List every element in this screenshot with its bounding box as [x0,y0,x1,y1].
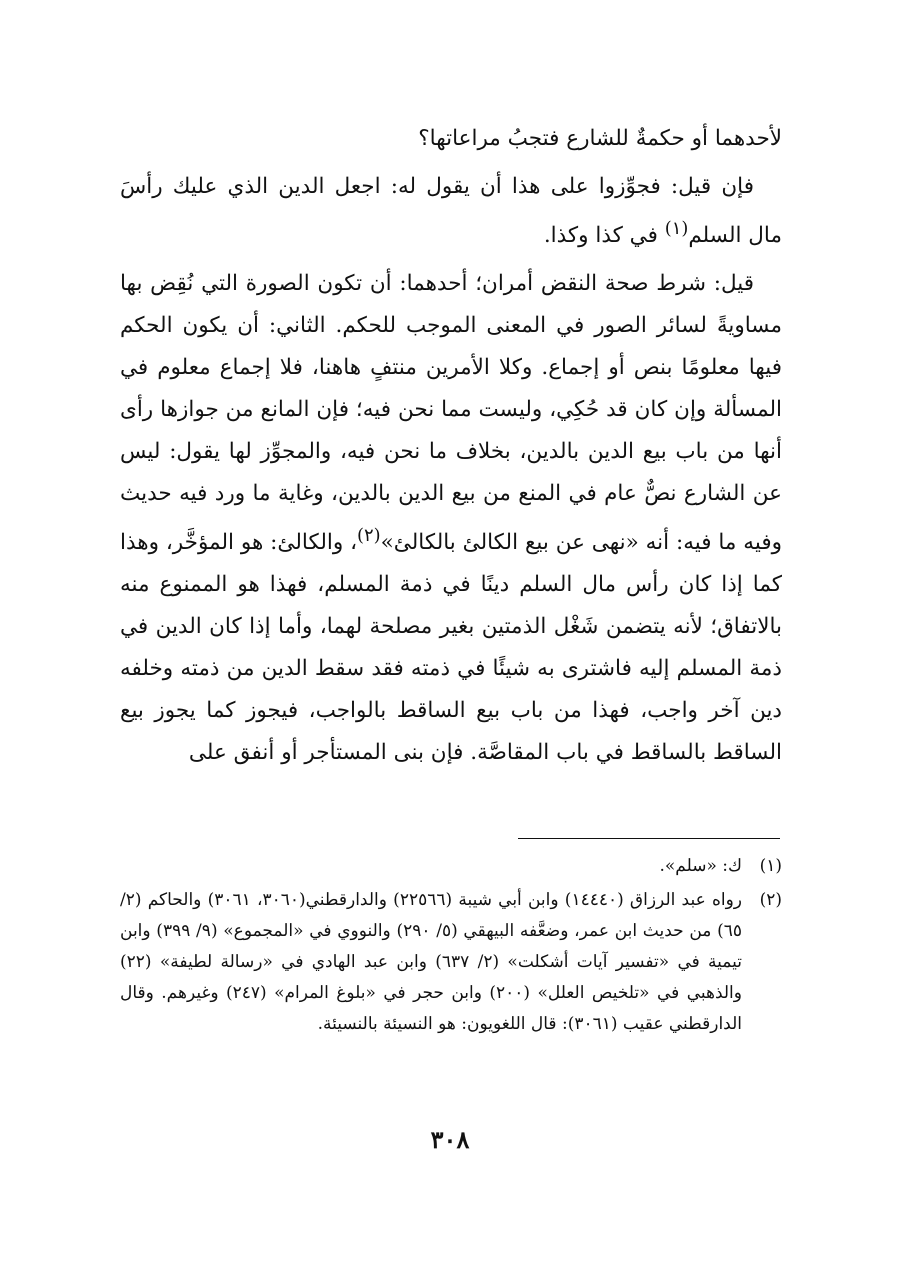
footnote-item [120,885,782,1040]
footnote-number: (٢) [759,890,782,910]
footnote-number: (١) [759,856,782,876]
paragraph-2 [120,166,782,257]
paragraph-1: لأحدهما أو حكمةٌ للشارع فتجبُ مراعاتها؟ [418,126,782,151]
paragraph-2-tail: في كذا وكذا. [543,223,665,249]
footnotes [120,848,782,1040]
paragraph-3-continuation: ، والكالئ: هو المؤخَّر، وهذا كما إذا كان رأس مال السلم دينًا في ذمة المسلم، فهذا هو الممنوع منه بالاتفاق؛ لأنه يتضمن شَغْل الذمتين بغير مصلحة لهما، وأما إذا كان الدين في ذمة المسلم إليه فاشترى به شيئًا في ذمته فقد سقط الدين من ذمته وخلفه دين آخر واجب، فهذا من باب بيع الساقط بالواجب، فيجوز كما يجوز بيع الساقط بالساقط في باب المقاصَّة. فإن بنى المستأجر أو أنفق على [120,530,782,766]
paragraph-3 [120,263,782,774]
footnote-ref-1[interactable]: (١) [664,218,689,239]
footnote-ref-2[interactable]: (٢) [357,525,381,547]
paragraph-3-text: قيل: شرط صحة النقض أمران؛ أحدهما: أن تكون الصورة التي نُقِض بها مساويةً لسائر الصور في المعنى الموجب للحكم. الثاني: أن يكون الحكم فيها معلومًا بنص أو إجماع. وكلا الأمرين منتفٍ هاهنا، فلا إجماع معلوم في المسألة وإن كان قد حُكِي، وليست مما نحن فيه؛ فإن المانع من جوازها رأى أنها من باب بيع الدين بالدين، بخلاف ما نحن فيه، والمجوِّز لها يقول: ليس عن الشارع نصٌّ عام في المنع من بيع الدين بالدين، وغاية ما ورد فيه حديث وفيه ما فيه: أنه «نهى عن بيع الكالئ بالكالئ» [120,271,782,556]
footnote-item [120,851,782,882]
paragraph-2-text: فإن قيل: فجوِّزوا على هذا أن يقول له: اجعل الدين الذي عليك رأسَ مال السلم [120,174,782,249]
footnote-separator [518,838,780,839]
footnote-text: ك: «سلم». [659,856,742,876]
main-text-block [120,118,782,774]
footnote-text: رواه عبد الرزاق (١٤٤٤٠) وابن أبي شيبة (٢٢٥٦٦) والدارقطني(٣٠٦٠، ٣٠٦١) والحاكم (٢/ ٦٥) من حديث ابن عمر، وضعَّفه البيهقي (٥/ ٢٩٠) والنووي في «المجموع» (٩/ ٣٩٩) وابن تيمية في «تفسير آيات أشكلت» (٢/ ٦٣٧) وابن عبد الهادي في «رسالة لطيفة» (٢٢) والذهبي في «تلخيص العلل» (٢٠٠) وابن حجر في «بلوغ المرام» (٢٤٧) وغيرهم. وقال الدارقطني عقيب (٣٠٦١): قال اللغويون: هو النسيئة بالنسيئة. [120,890,743,1034]
page-number: ٣٠٨ [430,1125,470,1154]
